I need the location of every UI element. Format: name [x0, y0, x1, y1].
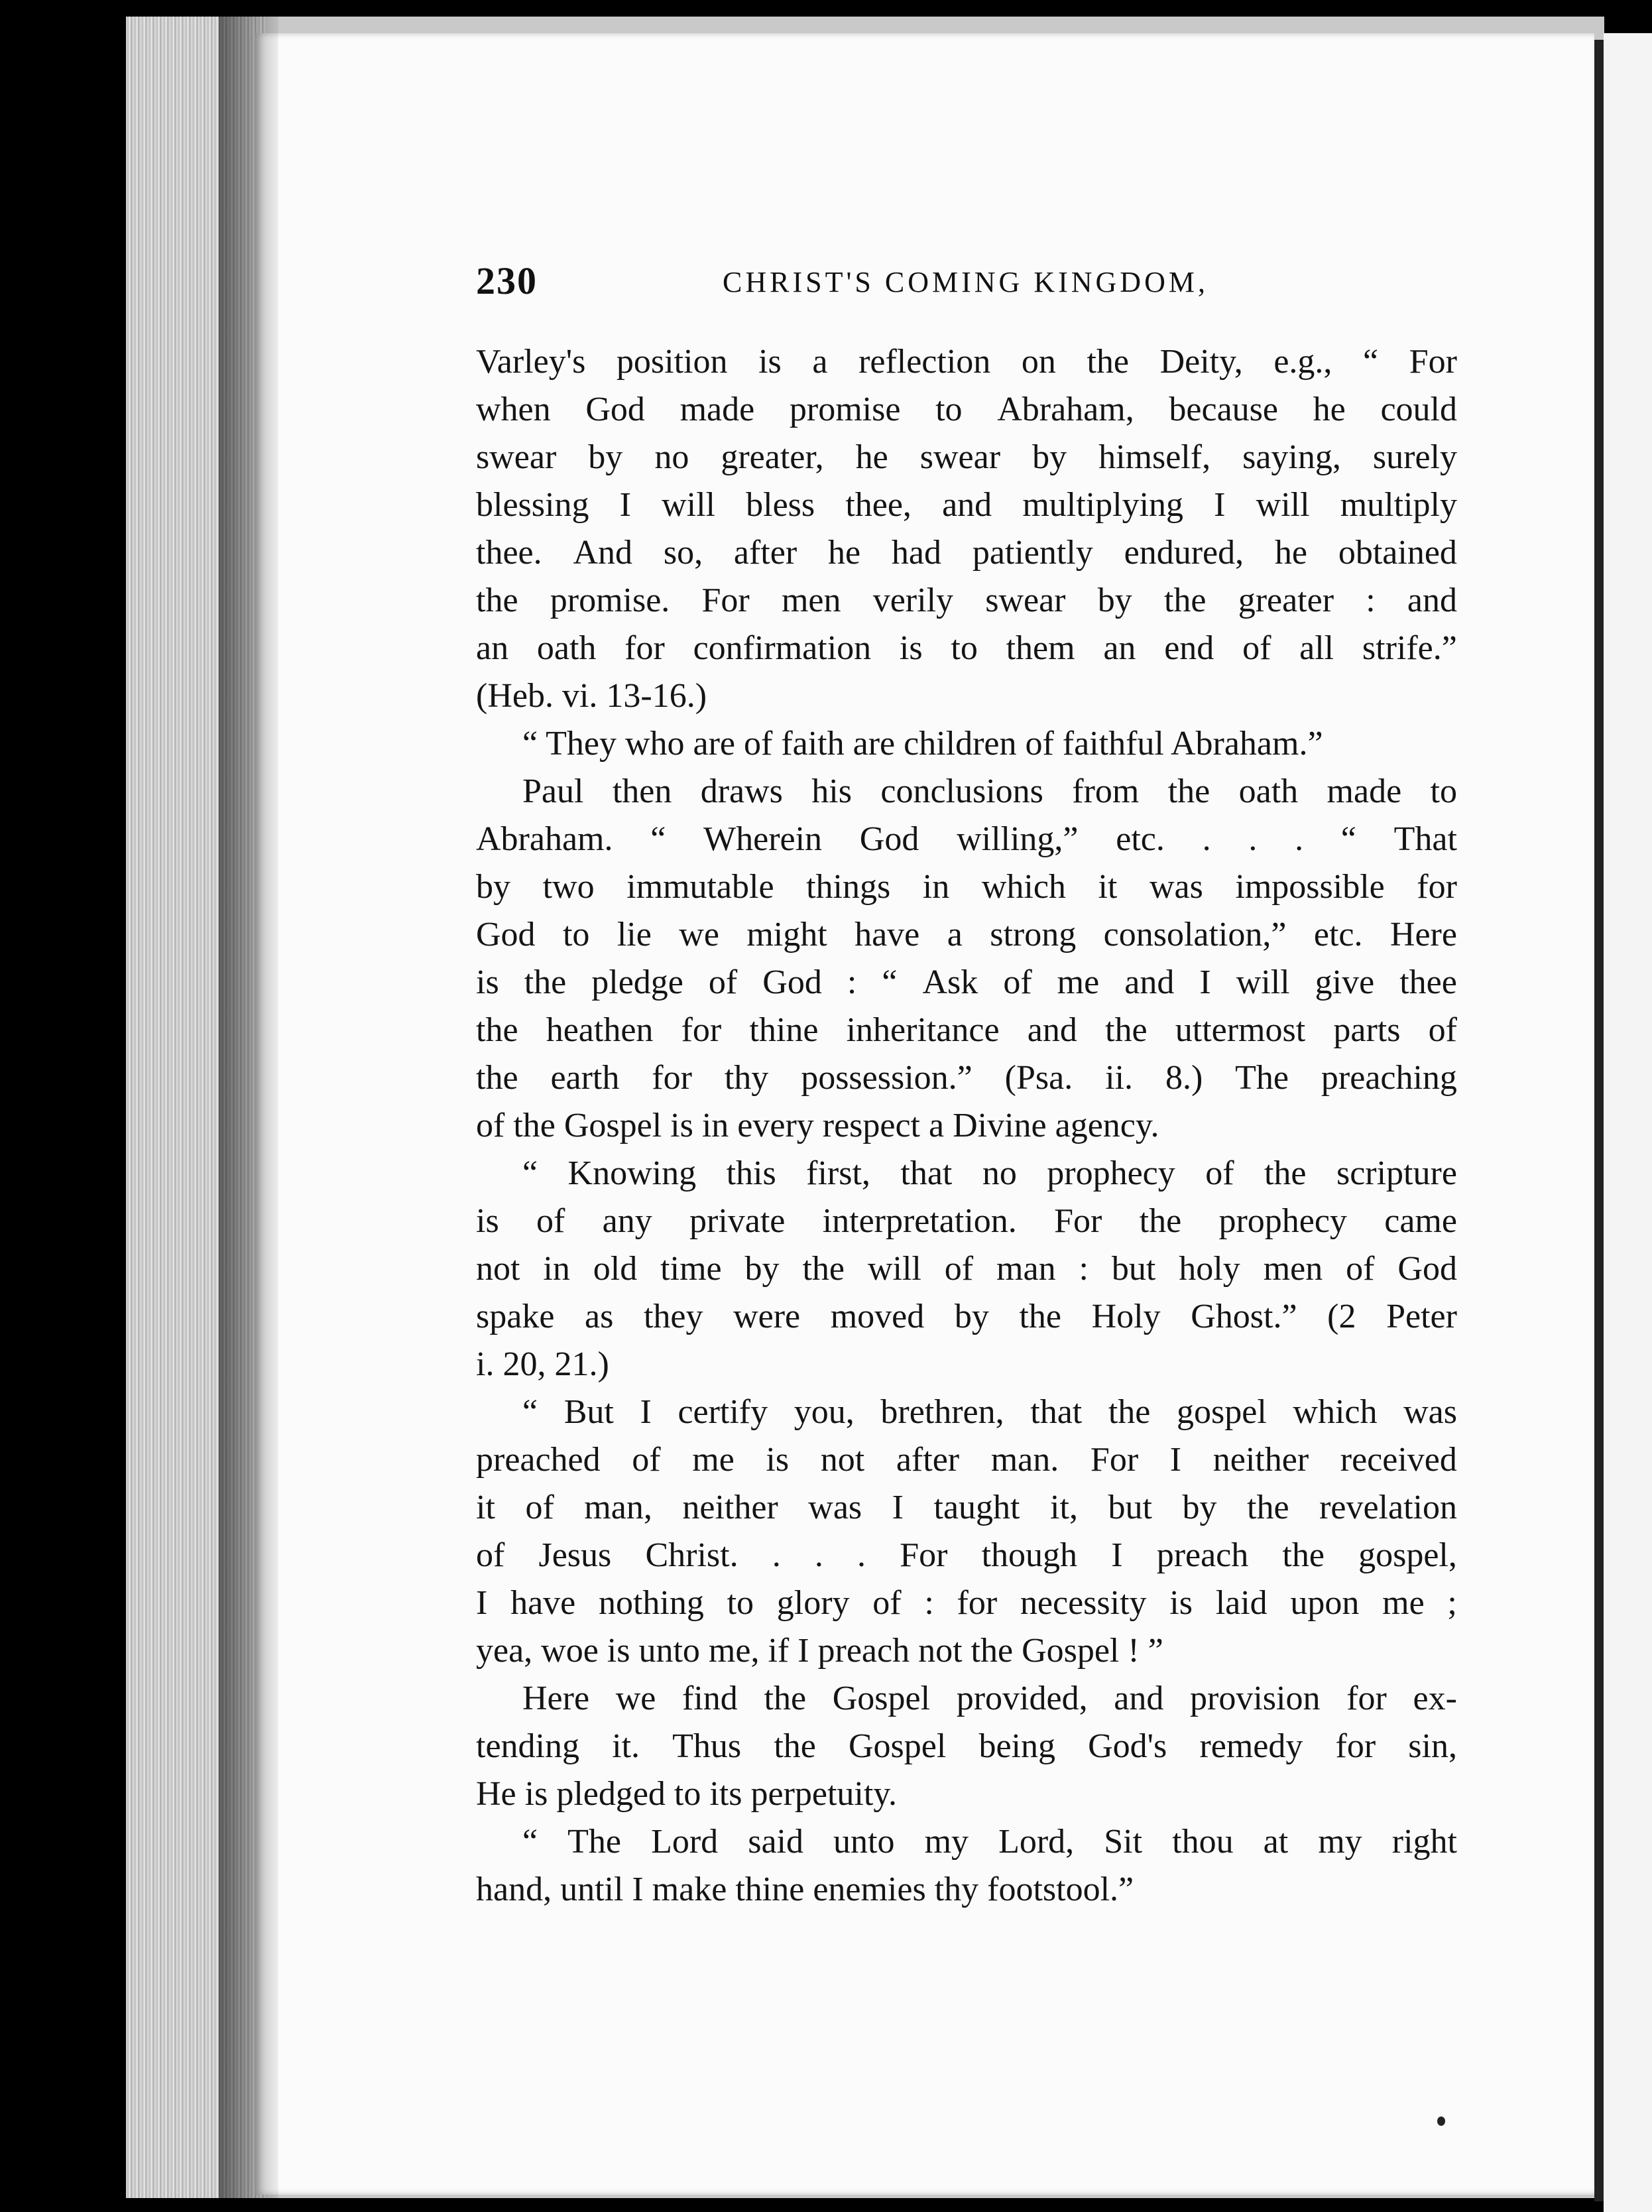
text-line: hand, until I make thine enemies thy footstool.” [476, 1871, 1134, 1908]
page-number: 230 [476, 259, 538, 302]
text-line: thee. And so, after he had patiently endured, he obtained [476, 534, 1457, 572]
text-line: Paul then draws his conclusions from the oath made to [522, 772, 1457, 810]
text-line: “ The Lord said unto my Lord, Sit thou at my right [522, 1823, 1457, 1861]
page-header [476, 259, 1470, 318]
text-line: “ But I certify you, brethren, that the gospel which was [522, 1393, 1457, 1431]
text-line: “ They who are of faith are children of faithful Abraham.” [522, 725, 1323, 763]
text-line: Abraham. “ Wherein God willing,” etc. . . . “ That [476, 820, 1457, 858]
text-line: blessing I will bless thee, and multiplying I will multiply [476, 486, 1457, 524]
text-line: God to lie we might have a strong consolation,” etc. Here [476, 916, 1457, 953]
text-line: yea, woe is unto me, if I preach not the Gospel ! ” [476, 1632, 1163, 1670]
text-line: the promise. For men verily swear by the greater : and [476, 582, 1457, 619]
text-line: of Jesus Christ. . . . For though I preach the gospel, [476, 1536, 1457, 1574]
facing-page-strip [1604, 33, 1652, 2212]
text-line: is of any private interpretation. For the prophecy came [476, 1202, 1457, 1240]
body-text [476, 338, 1457, 1914]
text-line: He is pledged to its perpetuity. [476, 1775, 897, 1813]
text-line: is the pledge of God : “ Ask of me and I will give thee [476, 963, 1457, 1001]
text-line: “ Knowing this first, that no prophecy of the scripture [522, 1154, 1457, 1192]
gutter-shadow [219, 17, 278, 2198]
text-line: i. 20, 21.) [476, 1345, 609, 1383]
running-head: CHRIST'S COMING KINGDOM, [723, 266, 1209, 298]
text-line: of the Gospel is in every respect a Divine agency. [476, 1107, 1159, 1144]
text-line: it of man, neither was I taught it, but by the revelation [476, 1489, 1457, 1526]
text-line: Varley's position is a reflection on the Deity, e.g., “ For [476, 343, 1457, 381]
text-line: the heathen for thine inheritance and the uttermost parts of [476, 1011, 1457, 1049]
ink-spot [1437, 2117, 1445, 2126]
page-edge-right [1594, 40, 1604, 2201]
text-line: Here we find the Gospel provided, and provision for ex- [522, 1680, 1457, 1717]
text-line: an oath for confirmation is to them an end of all strife.” [476, 629, 1457, 667]
text-line: swear by no greater, he swear by himself, saying, surely [476, 438, 1457, 476]
text-line: by two immutable things in which it was impossible for [476, 868, 1457, 906]
text-line: tending it. Thus the Gospel being God's remedy for sin, [476, 1727, 1457, 1765]
text-line: spake as they were moved by the Holy Ghost.” (2 Peter [476, 1298, 1457, 1335]
text-line: I have nothing to glory of : for necessity is laid upon me ; [476, 1584, 1457, 1622]
text-line: not in old time by the will of man : but holy men of God [476, 1250, 1457, 1288]
text-line: the earth for thy possession.” (Psa. ii. 8.) The preaching [476, 1059, 1457, 1097]
text-line: (Heb. vi. 13-16.) [476, 677, 707, 715]
text-line: when God made promise to Abraham, because he could [476, 391, 1457, 428]
text-line: preached of me is not after man. For I neither received [476, 1441, 1457, 1479]
